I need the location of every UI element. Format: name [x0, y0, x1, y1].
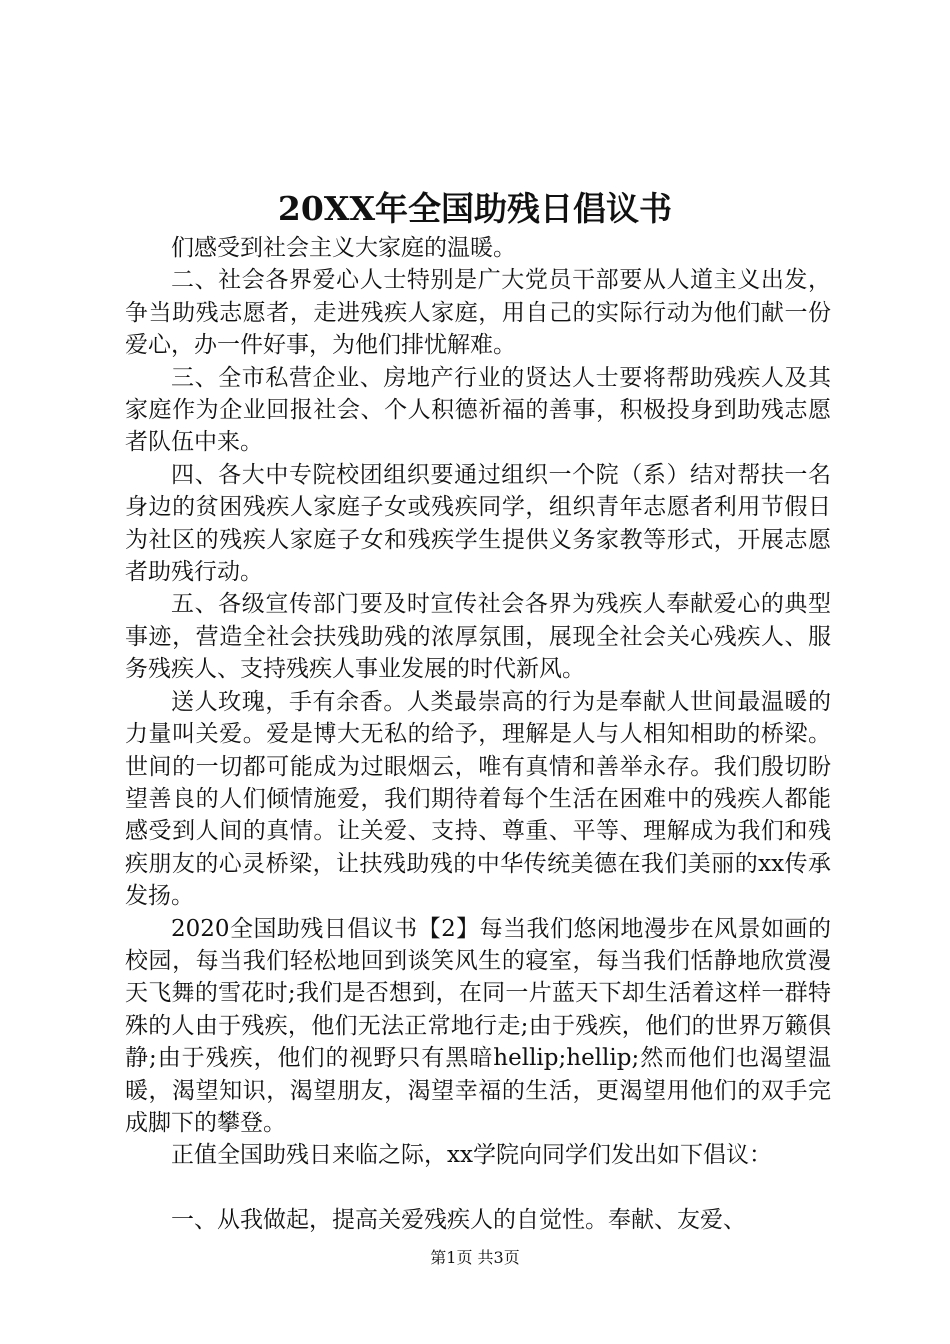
paragraph: 四、各大中专院校团组织要通过组织一个院（系）结对帮扶一名身边的贫困残疾人家庭子女或残疾同学，组织青年志愿者利用节假日为社区的残疾人家庭子女和残疾学生提供义务家教等形式，开展志愿者助残行动。	[125, 461, 831, 586]
paragraph: 五、各级宣传部门要及时宣传社会各界为残疾人奉献爱心的典型事迹，营造全社会扶残助残的浓厚氛围，展现全社会关心残疾人、服务残疾人、支持残疾人事业发展的时代新风。	[125, 591, 831, 683]
paragraph: 送人玫瑰，手有余香。人类最崇高的行为是奉献人世间最温暖的力量叫关爱。爱是博大无私的给予，理解是人与人相知相助的桥梁。世间的一切都可能成为过眼烟云，唯有真情和善举永存。我们殷切盼望善良的人们倾情施爱，我们期待着每个生活在困难中的残疾人都能感受到人间的真情。让关爱、支持、尊重、平等、理解成为我们和残疾朋友的心灵桥梁，让扶残助残的中华传统美德在我们美丽的xx传承发扬。	[125, 688, 831, 910]
paragraph: 正值全国助残日来临之际，xx学院向同学们发出如下倡议：	[171, 1142, 772, 1169]
paragraph: 二、社会各界爱心人士特别是广大党员干部要从人道主义出发，争当助残志愿者，走进残疾人家庭，用自己的实际行动为他们献一份爱心，办一件好事，为他们排忧解难。	[125, 267, 831, 359]
document-body	[125, 232, 831, 1236]
paragraph: 2020全国助残日倡议书【2】每当我们悠闲地漫步在风景如画的校园，每当我们轻松地回到谈笑风生的寝室，每当我们恬静地欣赏漫天飞舞的雪花时;我们是否想到，在同一片蓝天下却生活着这样一群特殊的人由于残疾，他们无法正常地行走;由于残疾，他们的世界万籁俱静;由于残疾，他们的视野只有黑暗hellip;hellip;然而他们也渴望温暖，渴望知识，渴望朋友，渴望幸福的生活，更渴望用他们的双手完成脚下的攀登。	[125, 915, 831, 1136]
paragraph: 们感受到社会主义大家庭的温暖。	[171, 235, 516, 261]
document-title: 20XX年全国助残日倡议书	[277, 189, 673, 228]
page-footer: 第1页 共3页	[430, 1248, 520, 1267]
paragraph: 一、从我做起，提高关爱残疾人的自觉性。奉献、友爱、	[171, 1206, 746, 1233]
paragraph: 三、全市私营企业、房地产行业的贤达人士要将帮助残疾人及其家庭作为企业回报社会、个人积德祈福的善事，积极投身到助残志愿者队伍中来。	[125, 364, 831, 456]
